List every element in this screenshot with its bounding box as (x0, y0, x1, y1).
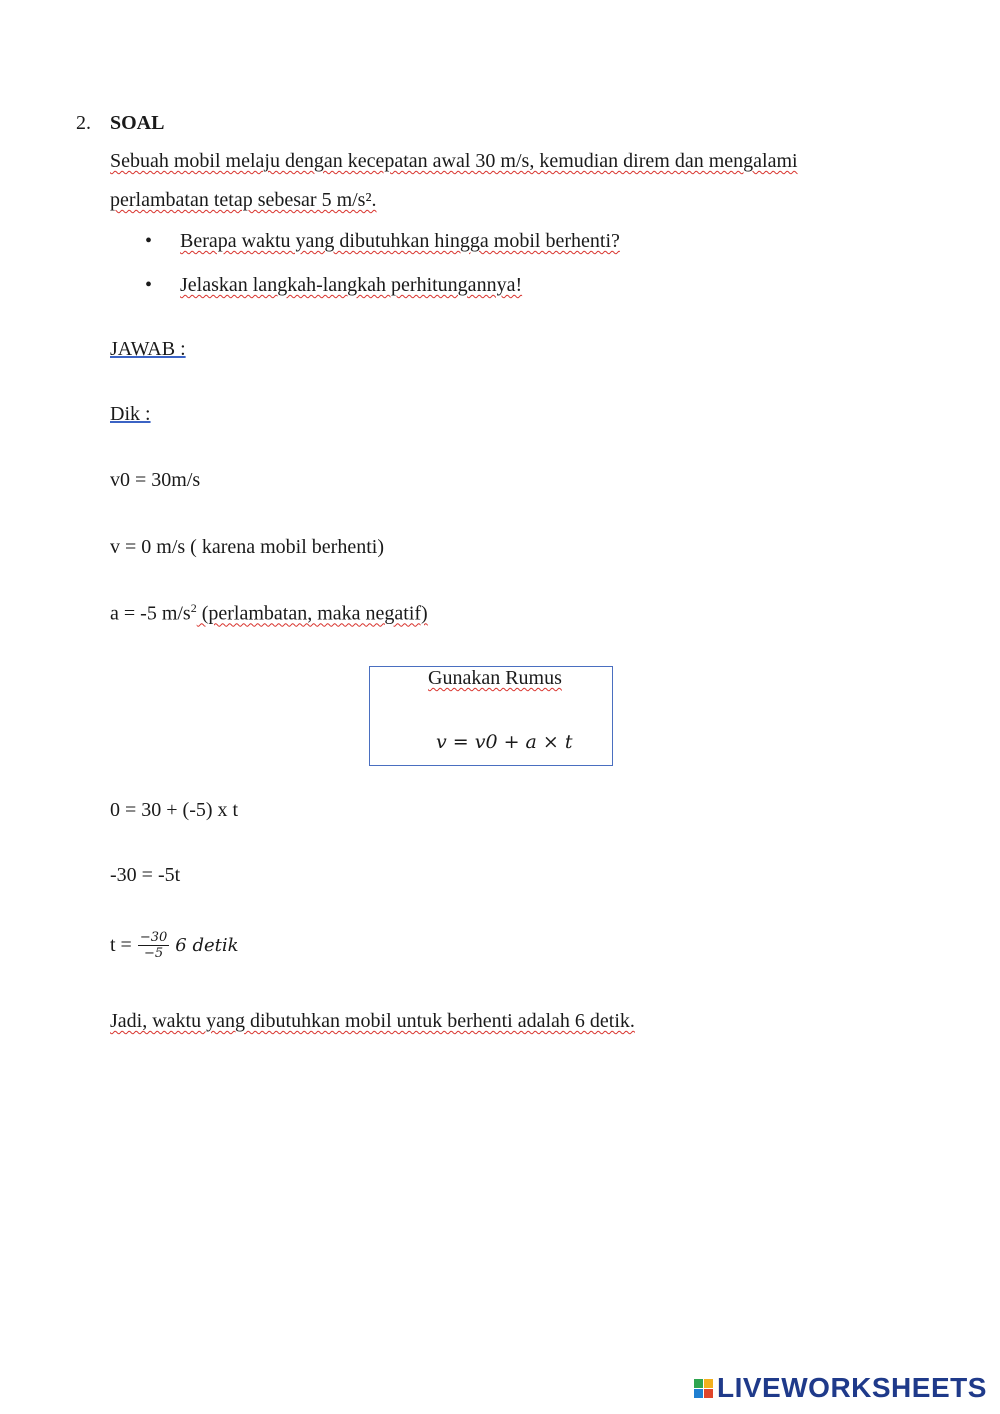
step-3-numerator: −30 (139, 930, 168, 945)
bullet-dot-icon: • (145, 274, 153, 296)
known-a-prefix: a = -5 m/s (110, 602, 191, 625)
step-3 (110, 930, 239, 961)
question-text-line2: perlambatan tetap sebesar 5 m/s². (110, 189, 377, 211)
step-3-denominator: −5 (143, 946, 164, 961)
formula-box-formula: v = v0 + a × t (436, 731, 573, 753)
known-label: Dik : (110, 403, 151, 425)
formula-box-title: Gunakan Rumus (428, 667, 562, 689)
known-v: v = 0 m/s ( karena mobil berhenti) (110, 536, 384, 558)
step-3-result: 6 detik (175, 935, 239, 956)
question-text-line1: Sebuah mobil melaju dengan kecepatan awal 30 m/s, kemudian direm dan mengalami (110, 150, 798, 172)
step-3-fraction (138, 930, 169, 961)
question-bullet-1: Berapa waktu yang dibutuhkan hingga mobil berhenti? (180, 230, 620, 252)
answer-label: JAWAB : (110, 338, 186, 360)
liveworksheets-logo (694, 1372, 987, 1404)
step-3-prefix: t = (110, 934, 132, 956)
step-2: -30 = -5t (110, 864, 181, 886)
conclusion-text: Jadi, waktu yang dibutuhkan mobil untuk berhenti adalah 6 detik. (110, 1010, 635, 1032)
liveworksheets-mark-icon (694, 1379, 713, 1398)
liveworksheets-logo-text: LIVEWORKSHEETS (717, 1372, 987, 1403)
bullet-dot-icon: • (145, 230, 153, 252)
known-a-suffix: (perlambatan, maka negatif) (196, 602, 428, 625)
known-v0: v0 = 30m/s (110, 469, 201, 491)
step-1: 0 = 30 + (-5) x t (110, 799, 239, 821)
question-number: 2. (76, 112, 91, 134)
known-a-exponent: 2 (190, 601, 197, 615)
question-bullet-2: Jelaskan langkah-langkah perhitungannya! (180, 274, 523, 296)
known-a (110, 601, 428, 626)
question-heading: SOAL (110, 112, 165, 134)
